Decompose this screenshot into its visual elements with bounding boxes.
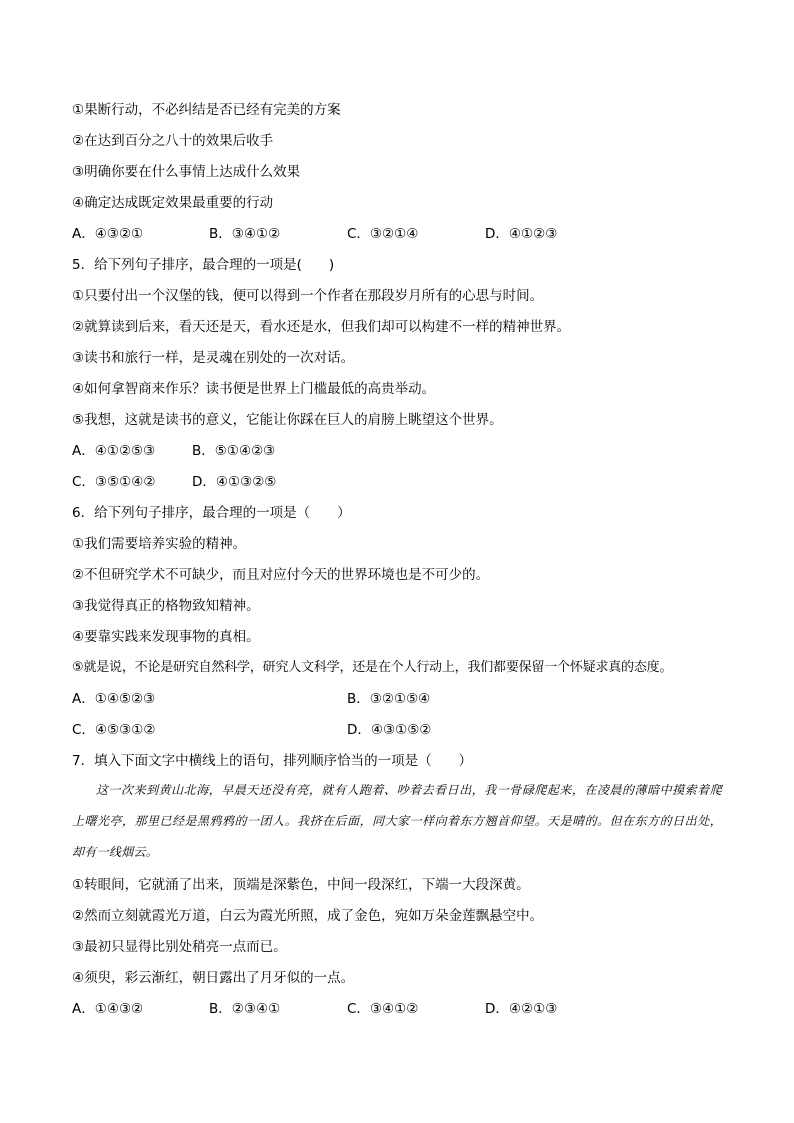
q4-item-1: ①果断行动，不必纠结是否已经有完美的方案 xyxy=(72,102,341,118)
q7-item-3: ③最初只显得比别处稍亮一点而已。 xyxy=(72,939,287,955)
q6-option-a: A．①④⑤②③ xyxy=(72,691,156,707)
q6-item-5: ⑤就是说，不论是研究自然科学，研究人文科学，还是在个人行动上，我们都要保留一个怀疑求真的态度。 xyxy=(72,660,673,675)
q6-option-c: C．④⑤③①② xyxy=(72,722,156,738)
q5-item-2: ②就算读到后来，看天还是天，看水还是水，但我们却可以构建不一样的精神世界。 xyxy=(72,319,571,335)
q4-item-4: ④确定达成既定效果最重要的行动 xyxy=(72,195,274,211)
q6-option-b: B．③②①⑤④ xyxy=(347,691,431,707)
q4-option-d: D．④①②③ xyxy=(485,226,558,242)
q6-item-3: ③我觉得真正的格物致知精神。 xyxy=(72,598,260,614)
q4-option-c: C．③②①④ xyxy=(347,226,419,242)
q5-item-3: ③读书和旅行一样，是灵魂在别处的一次对话。 xyxy=(72,350,355,366)
q5-stem: 5．给下列句子排序，最合理的一项是( ) xyxy=(72,257,335,273)
q6-item-1: ①我们需要培养实验的精神。 xyxy=(72,536,247,552)
q7-item-2: ②然而立刻就霞光万道，白云为霞光所照，成了金色，宛如万朵金莲飘悬空中。 xyxy=(72,908,544,924)
q6-stem: 6．给下列句子排序，最合理的一项是（ ） xyxy=(72,505,351,521)
q5-item-5: ⑤我想，这就是读书的意义，它能让你踩在巨人的肩膀上眺望这个世界。 xyxy=(72,412,503,428)
q7-option-b: B．②③④① xyxy=(209,1001,281,1017)
q7-option-d: D．④②①③ xyxy=(485,1001,558,1017)
q5-item-4: ④如何拿智商来作乐？读书便是世界上门槛最低的高贵举动。 xyxy=(72,381,436,397)
q5-option-b: B．⑤①④②③ xyxy=(192,443,276,459)
q7-option-c: C．③④①② xyxy=(347,1001,419,1017)
q5-option-a: A．④①②⑤③ xyxy=(72,443,156,459)
q7-item-1: ①转眼间，它就涌了出来，顶端是深紫色，中间一段深红，下端一大段深黄。 xyxy=(72,877,530,893)
q6-option-d: D．④③①⑤② xyxy=(347,722,432,738)
q4-option-a: A．④③②① xyxy=(72,226,144,242)
q7-item-4: ④须臾，彩云渐红，朝日露出了月牙似的一点。 xyxy=(72,970,355,986)
q4-item-2: ②在达到百分之八十的效果后收手 xyxy=(72,133,274,149)
q7-option-a: A．①④③② xyxy=(72,1001,144,1017)
q5-option-c: C．③⑤①④② xyxy=(72,474,156,490)
q5-item-1: ①只要付出一个汉堡的钱，便可以得到一个作者在那段岁月所有的心思与时间。 xyxy=(72,288,544,304)
q6-item-2: ②不但研究学术不可缺少，而且对应付今天的世界环境也是不可少的。 xyxy=(72,567,490,583)
q4-item-3: ③明确你要在什么事情上达成什么效果 xyxy=(72,164,301,180)
q4-option-b: B．③④①② xyxy=(209,226,281,242)
q6-item-4: ④要靠实践来发现事物的真相。 xyxy=(72,629,260,645)
q7-passage: 这一次来到黄山北海，早晨天还没有亮，就有人跑着、吵着去看日出，我一骨碌爬起来，在凌晨的薄暗中摸索着爬上曙光亭，那里已经是黑鸦鸦的一团人。我挤在后面，同大家一样向着东方翘首仰望。天是晴的。但在东方的日出处，却有一线烟云。 xyxy=(72,783,722,859)
q7-stem: 7．填入下面文字中横线上的语句，排列顺序恰当的一项是（ ） xyxy=(72,753,473,769)
q5-option-d: D．④①③②⑤ xyxy=(192,474,277,490)
